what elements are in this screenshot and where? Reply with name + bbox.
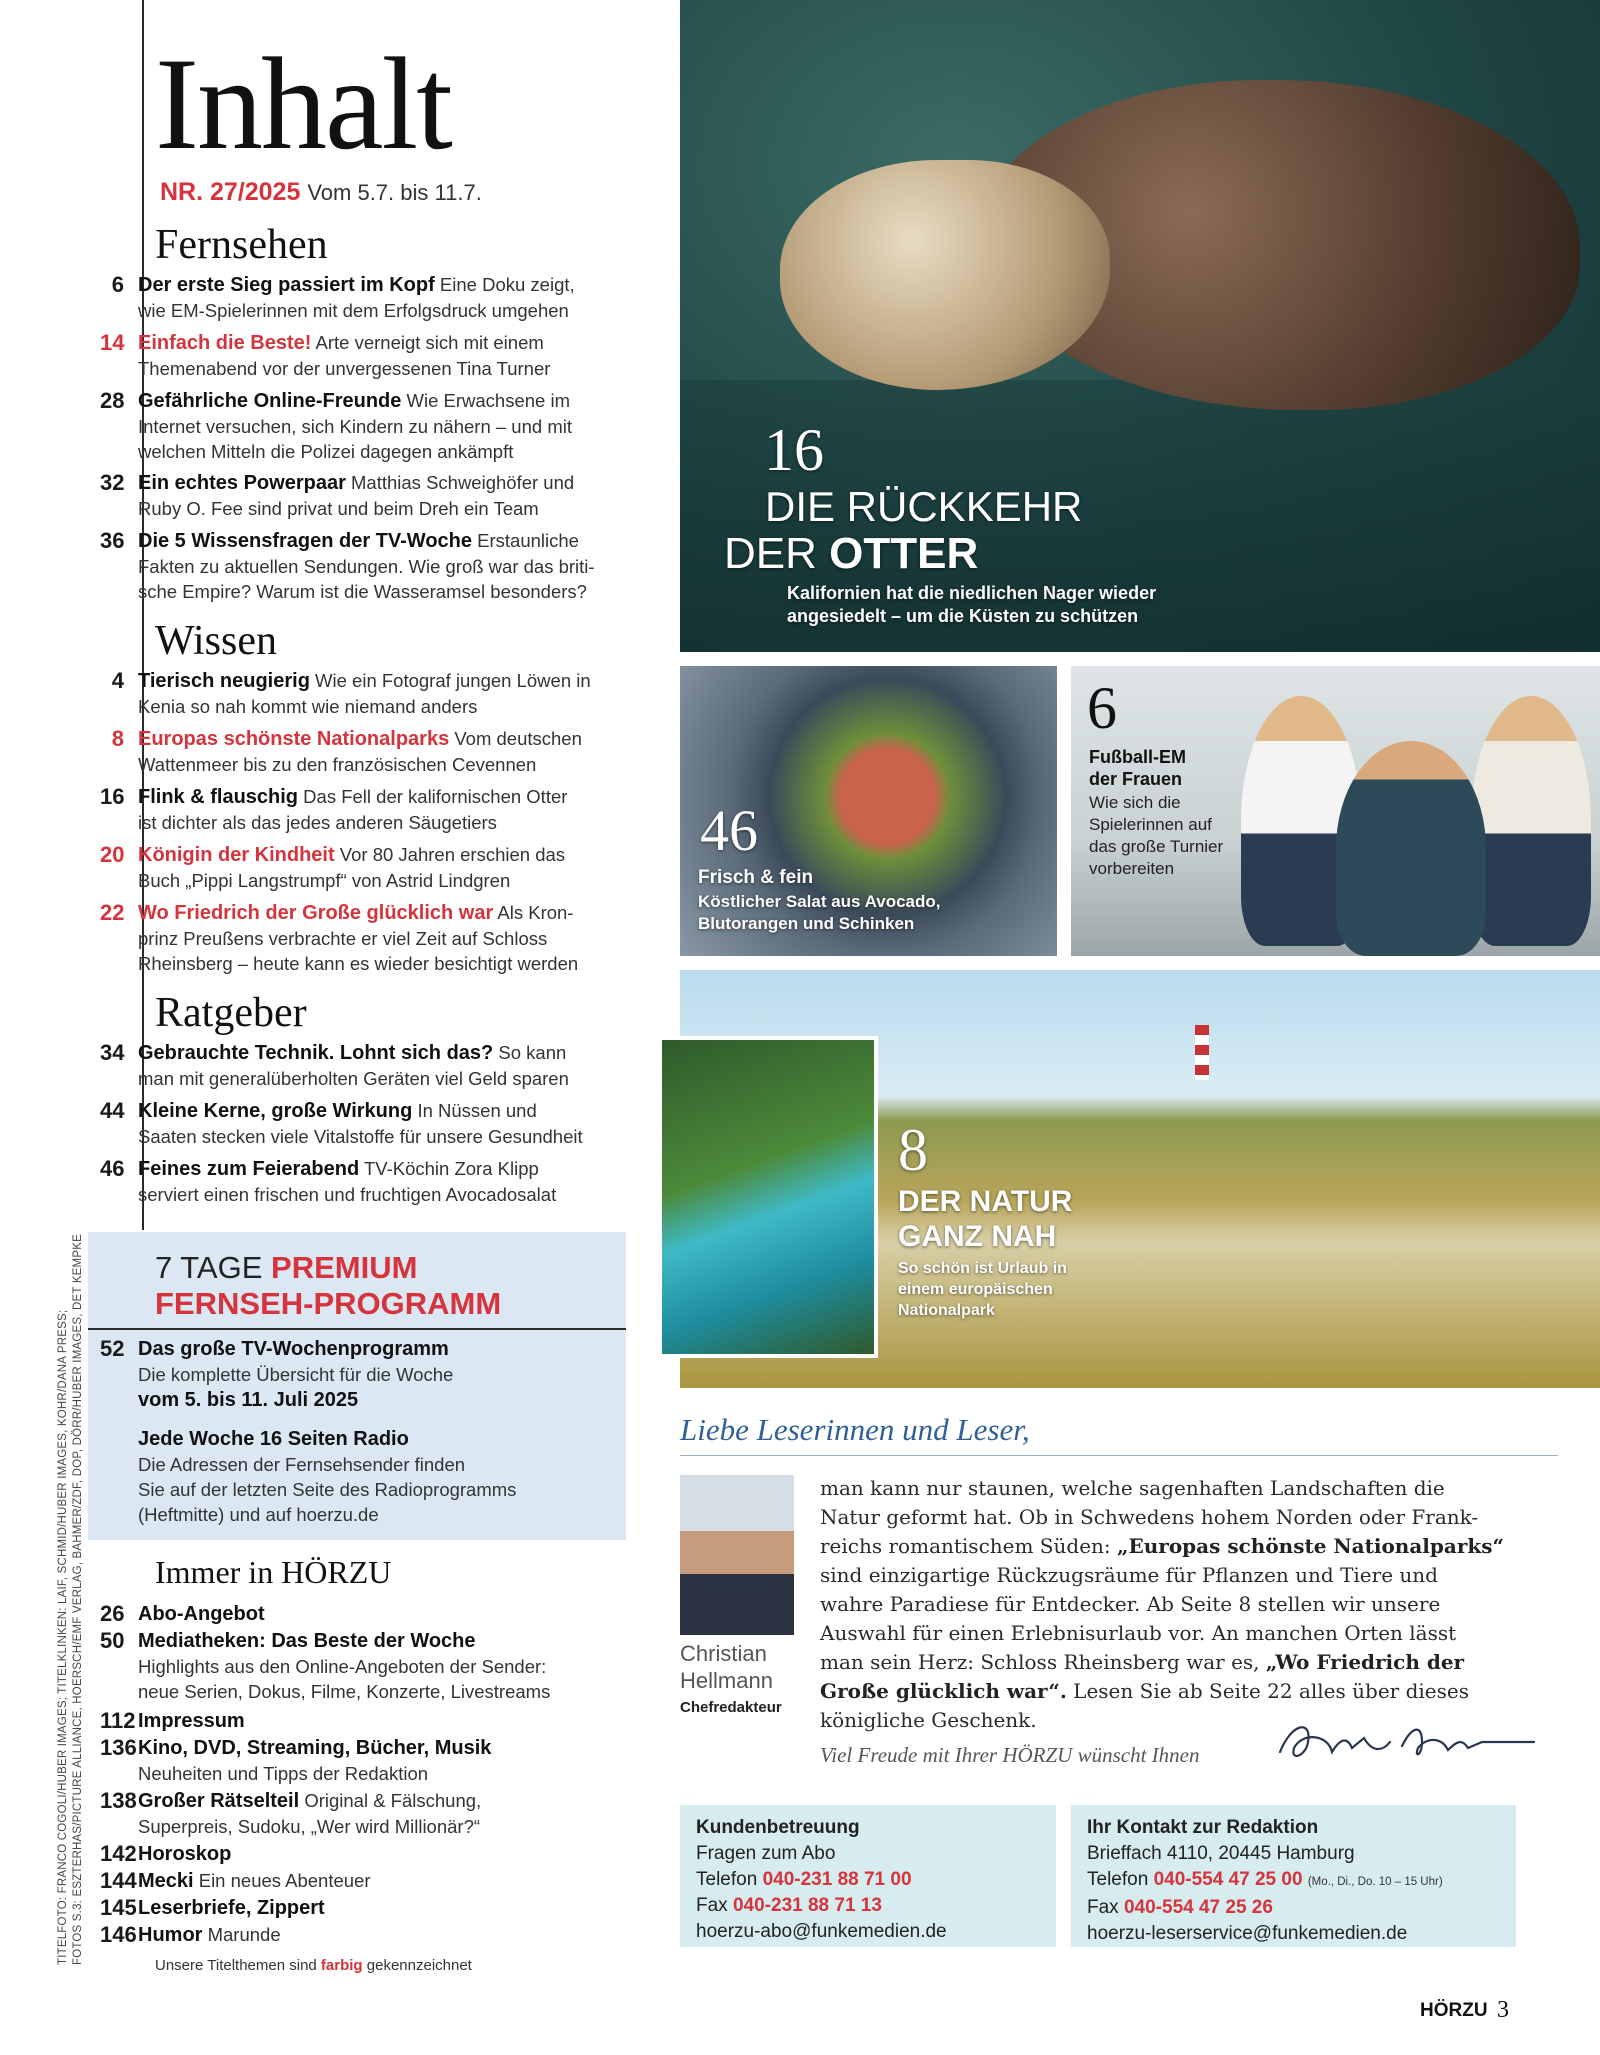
entry-title: Leserbriefe, Zippert [138, 1897, 325, 1919]
otter-image [780, 160, 1110, 390]
issue-dates: Vom 5.7. bis 11.7. [307, 180, 482, 205]
entry-title: Wo Friedrich der Große glücklich war [138, 902, 494, 924]
toc-entry[interactable] [100, 1895, 630, 1921]
section-heading-wissen: Wissen [155, 618, 277, 664]
toc-entry[interactable]: 136 Kino, DVD, Streaming, Bücher, Musik Neuheiten und Tipps der Redaktion [100, 1735, 492, 1784]
page-number: 46 [100, 1156, 125, 1181]
toc-entry[interactable]: 36 Die 5 Wissensfragen der TV-Woche Erstaunliche Fakten zu aktuellen Sendungen. Wie groß war das briti- sche Empire? Warum ist die Wasseramsel besonders? [100, 528, 595, 602]
entry-title: Großer Rätselteil [138, 1790, 300, 1812]
entry-title: Kleine Kerne, große Wirkung [138, 1100, 413, 1122]
entry-title: Der erste Sieg passiert im Kopf [138, 274, 435, 296]
toc-entry[interactable]: 34 Gebrauchte Technik. Lohnt sich das? So kann man mit generalüberholten Geräten viel Geld sparen [100, 1040, 569, 1089]
signature-icon [1272, 1712, 1552, 1768]
entry-title: Gefährliche Online-Freunde [138, 390, 402, 412]
toc-entry[interactable]: 6 Der erste Sieg passiert im Kopf Eine Doku zeigt, wie EM-Spielerinnen mit dem Erfolgsdruck umgehen [100, 272, 630, 323]
football-feature-photo[interactable]: 6 Fußball-EM der Frauen Wie sich die Spielerinnen auf das große Turnier vorbereiten [1071, 666, 1600, 956]
toc-entry[interactable]: 146 Humor Marunde [100, 1922, 281, 1947]
contact-box-redaktion: Ihr Kontakt zur Redaktion Brieffach 4110, 20445 Hamburg Telefon 040-554 47 25 00 (Mo., Di., Do. 10 – 15 Uhr) Fax 040-554 47 25 26 hoerzu-leserservice@funkemedien.de [1071, 1805, 1516, 1947]
page-number: 8 [111, 726, 124, 751]
premium-divider [88, 1328, 626, 1330]
entry-title: Europas schönste Nationalparks [138, 728, 450, 750]
toc-entry[interactable]: 32 Ein echtes Powerpaar Matthias Schweighöfer und Ruby O. Fee sind privat und beim Dreh ein Team [100, 470, 575, 519]
entry-title: Gebrauchte Technik. Lohnt sich das? [138, 1042, 494, 1064]
closing-line: Viel Freude mit Ihrer HÖRZU wünscht Ihnen [820, 1743, 1200, 1767]
player-image [1336, 741, 1486, 956]
page-number: 14 [100, 330, 125, 355]
toc-entry[interactable]: 20 Königin der Kindheit Vor 80 Jahren erschien das Buch „Pippi Langstrumpf“ von Astrid Lindgren [100, 842, 566, 891]
phone-number[interactable]: 040-231 88 71 00 [762, 1869, 912, 1890]
toc-entry[interactable] [100, 1601, 630, 1627]
page-number: 16 [100, 784, 125, 809]
entry-title: Humor [138, 1924, 203, 1946]
page-title: Inhalt [155, 30, 451, 177]
page-number: 20 [100, 842, 125, 867]
author-role: Chefredakteur [680, 1699, 782, 1716]
entry-title: Kino, DVD, Streaming, Bücher, Musik [138, 1737, 492, 1759]
entry-title: Horoskop [138, 1843, 232, 1865]
toc-entry[interactable]: 52 Das große TV-Wochenprogramm Die komplette Übersicht für die Woche vom 5. bis 11. Juli 2025 [100, 1336, 454, 1411]
lake-inset-photo [658, 1036, 878, 1358]
premium-heading: 7 TAGE PREMIUM FERNSEH-PROGRAMM [155, 1250, 502, 1321]
issue-line [160, 178, 482, 207]
editorial-divider [680, 1455, 1558, 1456]
page-number: 138 [100, 1788, 137, 1813]
entry-title: Einfach die Beste! [138, 332, 312, 354]
toc-entry[interactable] [100, 1841, 630, 1867]
author-name: Christian Hellmann [680, 1641, 773, 1693]
section-heading-ratgeber: Ratgeber [155, 990, 307, 1036]
contact-box-abo: Kundenbetreuung Fragen zum Abo Telefon 040-231 88 71 00 Fax 040-231 88 71 13 hoerzu-abo@funkemedien.de [680, 1805, 1056, 1947]
page-number: 44 [100, 1098, 125, 1123]
section-heading-fernsehen: Fernsehen [155, 222, 328, 268]
issue-number: NR. 27/2025 [160, 178, 301, 206]
email-link[interactable]: hoerzu-abo@funkemedien.de [696, 1921, 947, 1942]
fax-number: 040-231 88 71 13 [732, 1895, 882, 1916]
nature-feature-photo[interactable]: 8 DER NATUR GANZ NAH So schön ist Urlaub in einem europäischen Nationalpark [680, 970, 1600, 1388]
page-number: 52 [100, 1336, 125, 1361]
page-number: 6 [111, 272, 124, 297]
phone-number[interactable]: 040-554 47 25 00 [1153, 1869, 1303, 1890]
entry-title: Ein echtes Powerpaar [138, 472, 346, 494]
page-number: 50 [100, 1628, 125, 1653]
page-number: 146 [100, 1922, 137, 1947]
entry-title: Jede Woche 16 Seiten Radio [138, 1428, 409, 1450]
toc-entry[interactable]: 8 Europas schönste Nationalparks Vom deutschen Wattenmeer bis zu den französischen Cevennen [100, 726, 630, 777]
entry-title: Mediatheken: Das Beste der Woche [138, 1630, 476, 1652]
toc-entry[interactable]: 46 Feines zum Feierabend TV-Köchin Zora Klipp serviert einen frischen und fruchtigen Avocadosalat [100, 1156, 557, 1205]
salad-feature-photo[interactable]: 46 Frisch & fein Köstlicher Salat aus Avocado, Blutorangen und Schinken [680, 666, 1057, 956]
magazine-logo: HÖRZU [1420, 2000, 1488, 2021]
entry-title: Flink & flauschig [138, 786, 299, 808]
entry-title: Mecki [138, 1870, 194, 1892]
page-number: 26 [100, 1601, 125, 1626]
player-image [1471, 696, 1591, 946]
entry-title: Tierisch neugierig [138, 670, 310, 692]
page-number: 144 [100, 1868, 137, 1893]
toc-entry[interactable]: 44 Kleine Kerne, große Wirkung In Nüssen und Saaten stecken viele Vitalstoffe für unsere Gesundheit [100, 1098, 583, 1147]
page-number: 22 [100, 900, 125, 925]
page-number: 34 [100, 1040, 125, 1065]
photo-credits: TITELFOTO: FRANCO COGOLI/HUBER IMAGES; TITELKLINKEN: LAIF, SCHMID/HUBER IMAGES, KOHR/DANA PRESS; FOTOS S.3: ESZTERHAS/PICTURE ALLIANCE, HOERSCH/EMF VERLAG, BAHMER/ZDF, DOP, DÖRR/HUBER IMAGES, DET KEMPKE [57, 1234, 84, 1965]
toc-entry[interactable]: 50 Mediatheken: Das Beste der Woche Highlights aus den Online-Angeboten der Sender: neue Serien, Dokus, Filme, Konzerte, Livestreams [100, 1628, 551, 1702]
page-number: 36 [100, 528, 125, 553]
email-link[interactable]: hoerzu-leserservice@funkemedien.de [1087, 1923, 1408, 1944]
footnote: Unsere Titelthemen sind farbig gekennzeichnet [155, 1957, 472, 1974]
lighthouse-image [1195, 1025, 1209, 1080]
toc-entry[interactable]: 138 Großer Rätselteil Original & Fälschung, Superpreis, Sudoku, „Wer wird Millionär?“ [100, 1788, 482, 1837]
toc-entry[interactable]: 4 Tierisch neugierig Wie ein Fotograf jungen Löwen in Kenia so nah kommt wie niemand anders [100, 668, 630, 719]
entry-title: Die 5 Wissensfragen der TV-Woche [138, 530, 472, 552]
toc-entry[interactable] [100, 1708, 630, 1734]
page-number: 4 [111, 668, 124, 693]
section-heading-immer: Immer in HÖRZU [155, 1554, 392, 1590]
entry-title: Feines zum Feierabend [138, 1158, 360, 1180]
page-number-footer: 3 [1497, 1997, 1509, 2023]
toc-entry[interactable]: Jede Woche 16 Seiten Radio Die Adressen der Fernsehsender finden Sie auf der letzten Seite des Radioprogramms (Heftmitte) und auf hoerzu.de [138, 1428, 517, 1525]
editorial-heading: Liebe Leserinnen und Leser, [680, 1412, 1030, 1447]
toc-entry[interactable]: 16 Flink & flauschig Das Fell der kalifornischen Otter ist dichter als das jedes anderen Säugetiers [100, 784, 568, 833]
toc-entry[interactable]: 28 Gefährliche Online-Freunde Wie Erwachsene im Internet versuchen, sich Kindern zu nähern – und mit welchen Mitteln die Polizei dagegen ankämpft [100, 388, 572, 462]
page-number: 28 [100, 388, 125, 413]
entry-title: Das große TV-Wochenprogramm [138, 1338, 449, 1360]
toc-entry[interactable]: 22 Wo Friedrich der Große glücklich war Als Kron- prinz Preußens verbrachte er viel Zeit auf Schloss Rheinsberg – heute kann es wieder besichtigt werden [100, 900, 579, 974]
page-number: 32 [100, 470, 125, 495]
editorial-text: man kann nur staunen, welche sagenhaften Landschaften die Natur geformt hat. Ob in Schwedens hohem Norden oder Frank- reichs romantischem Süden: „Europas schönste Nationalparks“ sind einzigartige Rückzugsräume für Pflanzen und Tiere und wahre Paradiese für Entdecker. Ab Seite 8 stellen wir unsere Auswahl für einen Erlebnisurlaub vor. An manchen Orten lässt man sein Herz: Schloss Rheinsberg war es, „Wo Friedrich der Große glücklich war“. Lesen Sie ab Seite 22 alles über dieses königliche Geschenk. [820, 1476, 1505, 1732]
author-photo [680, 1475, 794, 1635]
page-number: 136 [100, 1735, 137, 1760]
entry-title: Impressum [138, 1710, 245, 1732]
fax-number: 040-554 47 25 26 [1123, 1897, 1273, 1918]
entry-title: Königin der Kindheit [138, 844, 335, 866]
toc-entry[interactable]: 14 Einfach die Beste! Arte verneigt sich mit einem Themenabend vor der unvergessenen Tina Turner [100, 330, 551, 379]
page-number: 142 [100, 1841, 137, 1866]
toc-entry[interactable]: 144 Mecki Ein neues Abenteuer [100, 1868, 371, 1893]
entry-title: Abo-Angebot [138, 1603, 265, 1625]
page-number: 112 [100, 1708, 136, 1733]
page-number: 145 [100, 1895, 137, 1920]
otter-feature-photo[interactable]: 16 DIE RÜCKKEHR DER OTTER Kalifornien hat die niedlichen Nager wieder angesiedelt – um die Küsten zu schützen [680, 0, 1600, 652]
